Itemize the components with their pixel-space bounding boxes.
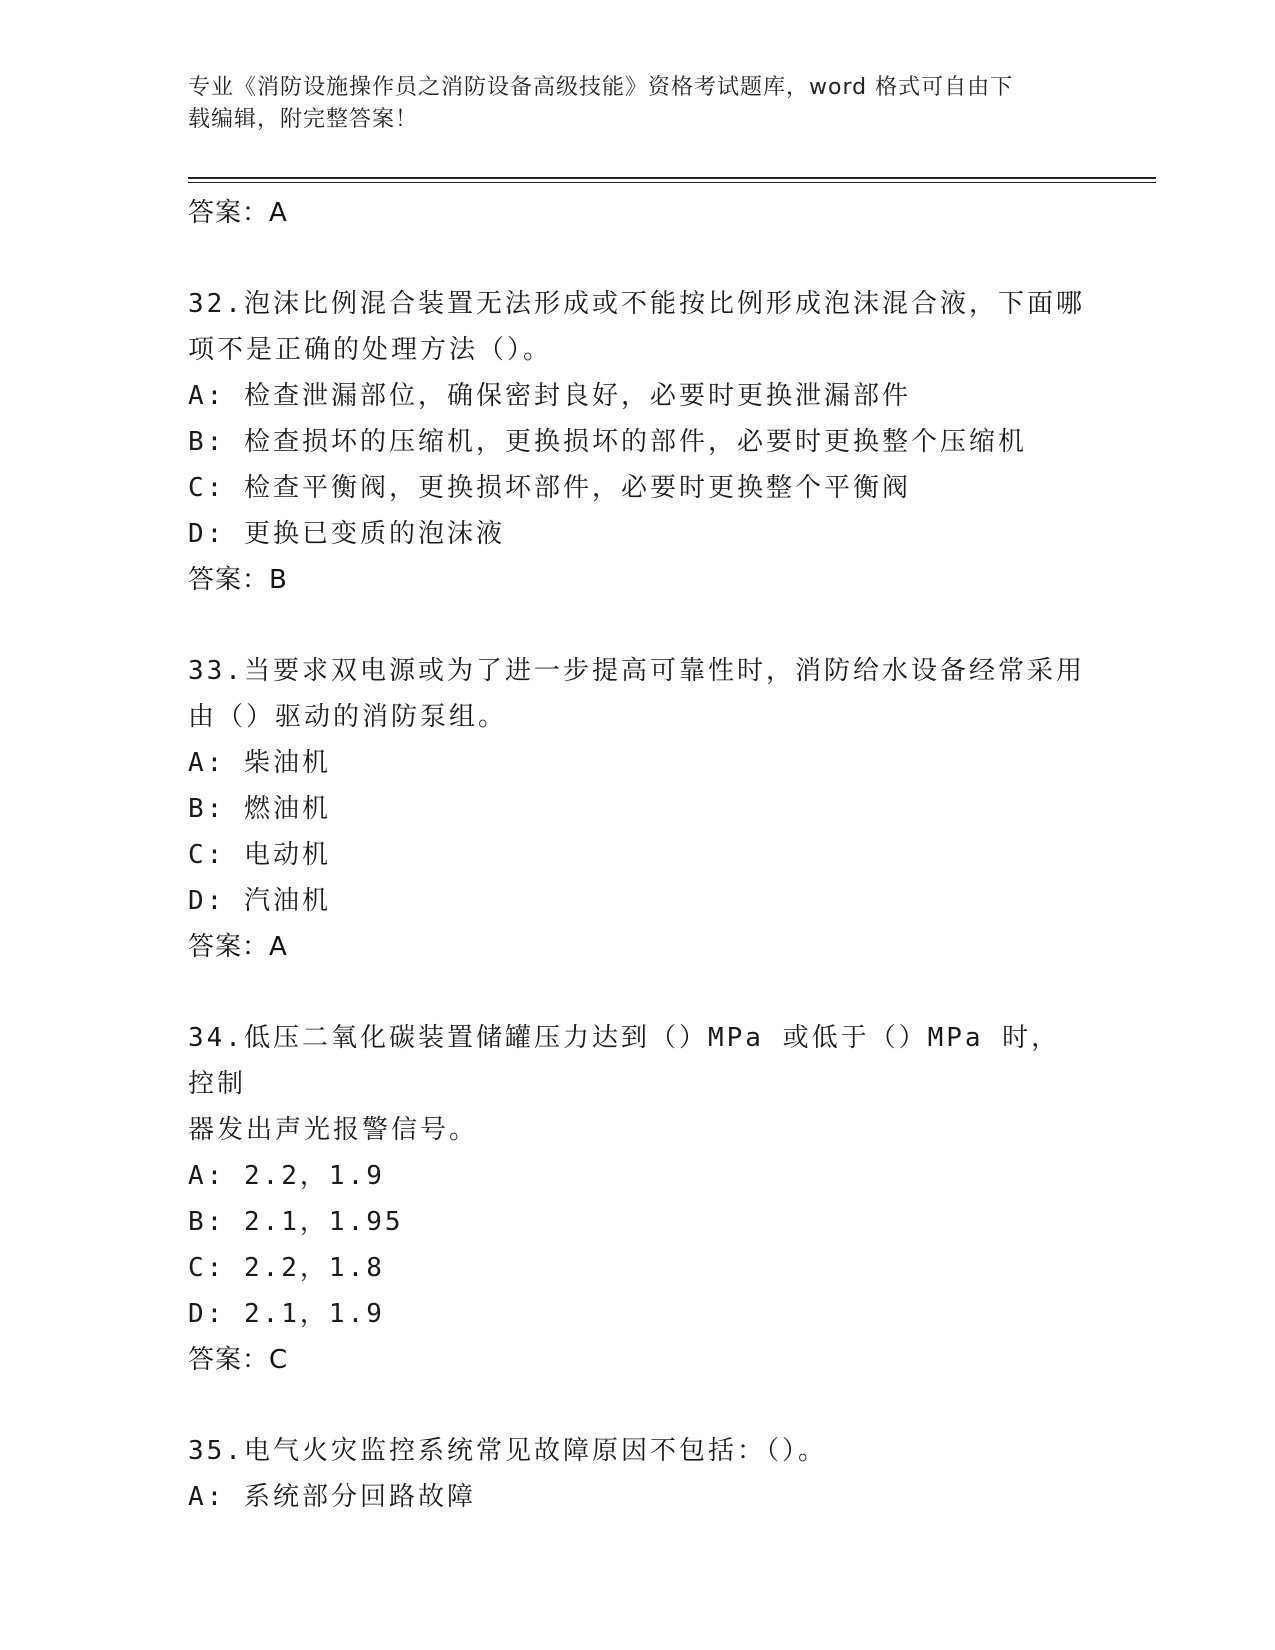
question-block — [188, 1428, 1088, 1520]
option-a: A: 柴油机 — [188, 748, 331, 778]
option-a: A: 2.2，1.9 — [188, 1161, 385, 1191]
option-b: B: 燃油机 — [188, 794, 331, 824]
answer-label: 答案：C — [188, 1345, 289, 1375]
document-body — [188, 190, 1088, 1520]
option-d: D: 2.1，1.9 — [188, 1299, 385, 1329]
option-c: C: 电动机 — [188, 840, 331, 870]
option-d: D: 汽油机 — [188, 886, 331, 916]
question-line: 项不是正确的处理方法（）。 — [188, 335, 553, 365]
option-b: B: 2.1，1.95 — [188, 1207, 404, 1237]
option-c: C: 检查平衡阀，更换损坏部件，必要时更换整个平衡阀 — [188, 473, 911, 503]
question-line: 35.电气火灾监控系统常见故障原因不包括：（）。 — [188, 1436, 827, 1466]
header-divider-thin — [188, 182, 1156, 183]
header-divider-thick — [188, 177, 1156, 179]
option-d: D: 更换已变质的泡沫液 — [188, 519, 505, 549]
option-c: C: 2.2，1.8 — [188, 1253, 385, 1283]
question-line: 34.低压二氧化碳装置储罐压力达到（）MPa 或低于（）MPa 时，控制 — [188, 1023, 1061, 1099]
option-b: B: 检查损坏的压缩机，更换损坏的部件，必要时更换整个压缩机 — [188, 427, 1027, 457]
option-a: A: 检查泄漏部位，确保密封良好，必要时更换泄漏部件 — [188, 381, 911, 411]
question-line: 33.当要求双电源或为了进一步提高可靠性时，消防给水设备经常采用 — [188, 656, 1085, 686]
question-block — [188, 1015, 1088, 1383]
option-a: A: 系统部分回路故障 — [188, 1482, 476, 1512]
question-text — [188, 1428, 1088, 1474]
question-line: 32.泡沫比例混合装置无法形成或不能按比例形成泡沫混合液，下面哪 — [188, 289, 1085, 319]
answer-label: 答案：B — [188, 565, 288, 595]
header-line-2: 载编辑，附完整答案！ — [188, 107, 419, 132]
question-text — [188, 648, 1088, 740]
question-line: 由（）驱动的消防泵组。 — [188, 702, 508, 732]
answer-label: 答案：A — [188, 198, 288, 228]
header-line-1: 专业《消防设施操作员之消防设备高级技能》资格考试题库，word 格式可自由下 — [188, 75, 1014, 100]
question-block — [188, 648, 1088, 970]
page-header — [188, 72, 1068, 136]
question-text — [188, 1015, 1088, 1153]
question-line: 器发出声光报警信号。 — [188, 1115, 479, 1145]
answer-label: 答案：A — [188, 932, 288, 962]
question-block — [188, 281, 1088, 603]
question-text — [188, 281, 1088, 373]
